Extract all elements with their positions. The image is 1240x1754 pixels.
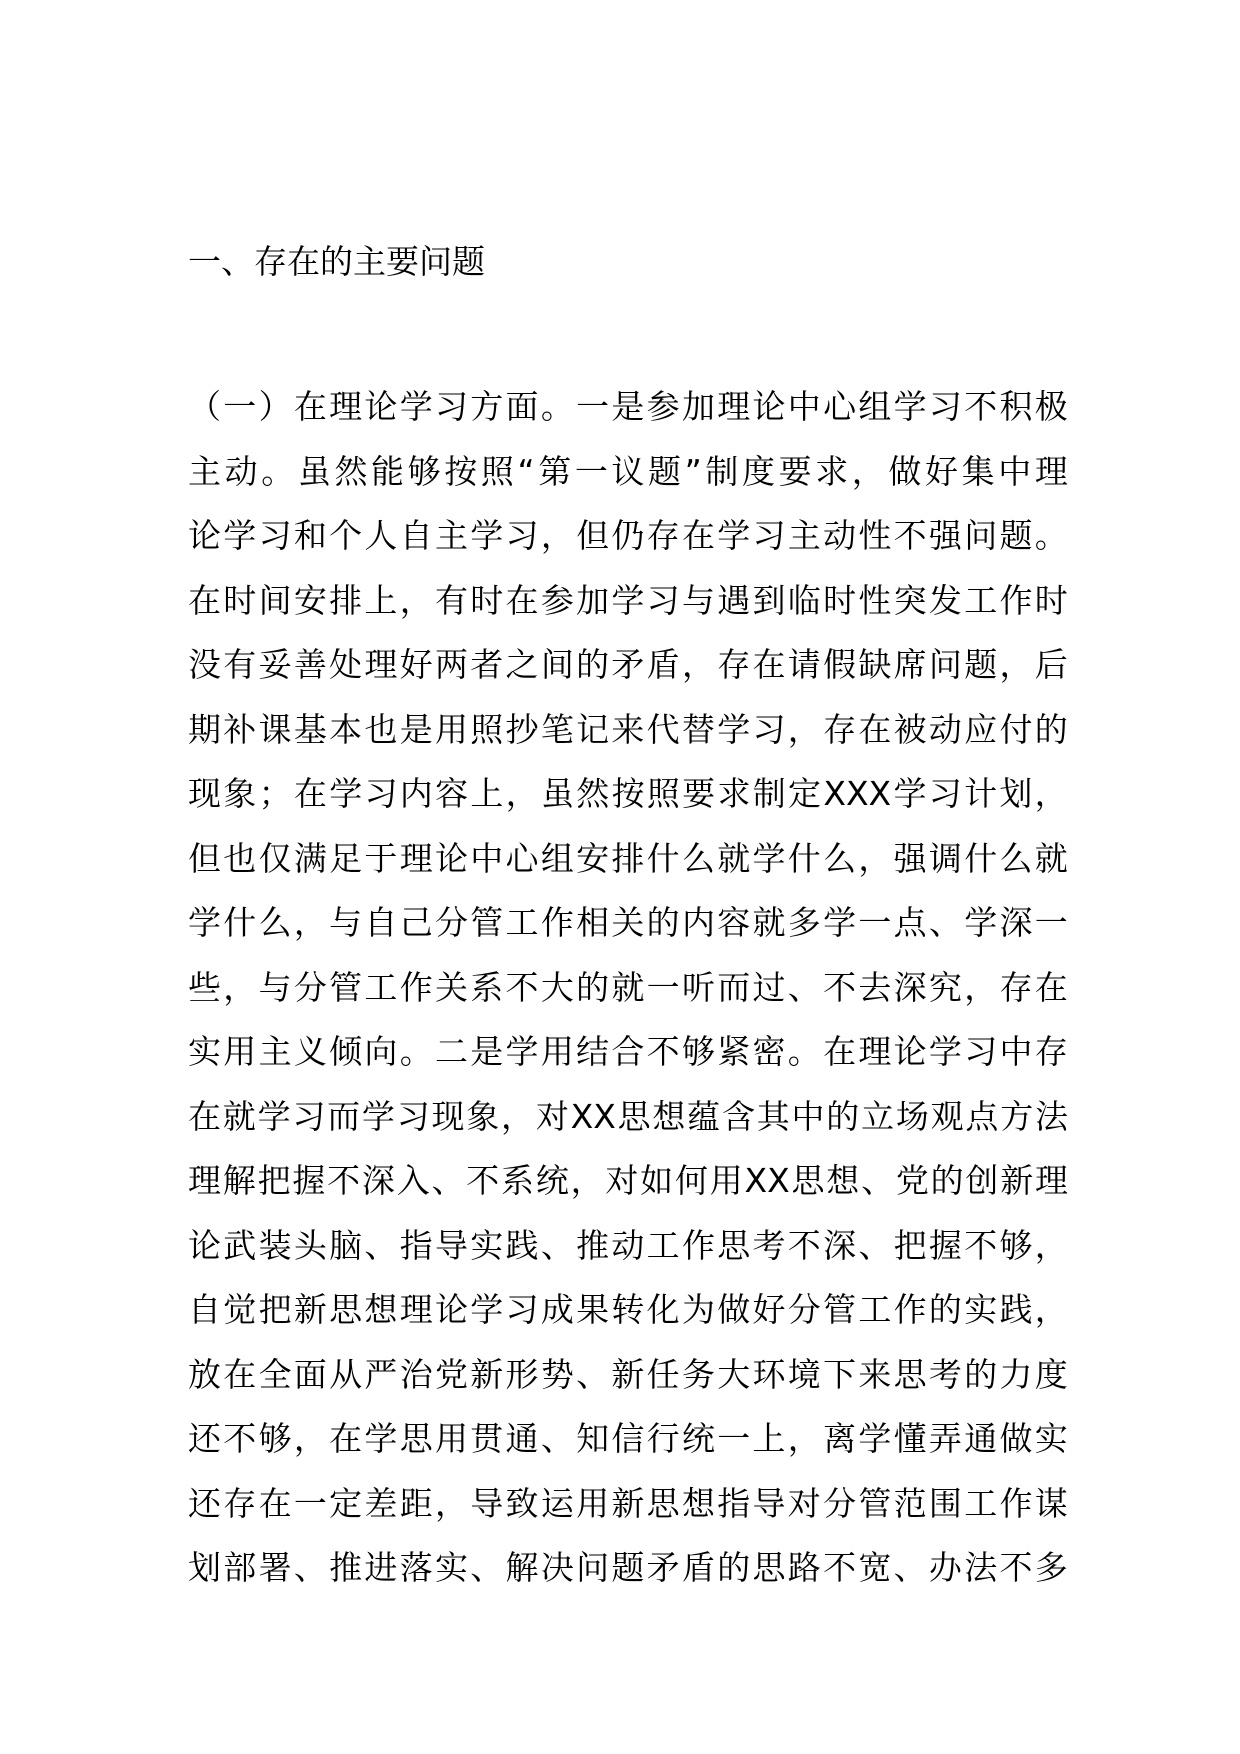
paragraph-line: 现 象 ； 在 学 习 内 容 上 ， 虽 然 按 照 要 求 制 定 XXX 学 习 计 划 ， xyxy=(188,774,1068,813)
section-heading: 一、存在的主要问题 xyxy=(188,242,485,281)
paragraph-line: 没 有 妥 善 处 理 好 两 者 之 间 的 矛 盾 ， 存 在 请 假 缺 席 问 题 ， 后 xyxy=(188,645,1068,684)
paragraph-line: 论 武 装 头 脑 、 指 导 实 践 、 推 动 工 作 思 考 不 深 、 把 握 不 够 ， xyxy=(188,1225,1068,1265)
paragraph-line: 在 就 学 习 而 学 习 现 象 ， 对 XX 思 想 蕴 含 其 中 的 立 场 观 点 方 法 xyxy=(188,1096,1068,1136)
paragraph-line: 实 用 主 义 倾 向 。 二 是 学 用 结 合 不 够 紧 密 。 在 理 论 学 习 中 存 xyxy=(188,1032,1068,1071)
paragraph-body xyxy=(188,375,1068,1601)
paragraph-line: 理 解 把 握 不 深 入 、 不 系 统 ， 对 如 何 用 XX 思 想 、 党 的 创 新 理 xyxy=(188,1161,1068,1200)
paragraph-line: 还 不 够 ， 在 学 思 用 贯 通 、 知 信 行 统 一 上 ， 离 学 懂 弄 通 做 实 xyxy=(188,1419,1068,1458)
paragraph-line: 学 什 么 ， 与 自 己 分 管 工 作 相 关 的 内 容 就 多 学 一 点 、 学 深 一 xyxy=(188,903,1068,942)
paragraph-line: 但 也 仅 满 足 于 理 论 中 心 组 安 排 什 么 就 学 什 么 ， 强 调 什 么 就 xyxy=(188,838,1068,878)
paragraph-line: 论 学 习 和 个 人 自 主 学 习 ， 但 仍 存 在 学 习 主 动 性 不 强 问 题 。 xyxy=(188,516,1068,555)
paragraph-line: 还 存 在 一 定 差 距 ， 导 致 运 用 新 思 想 指 导 对 分 管 范 围 工 作 谋 xyxy=(188,1483,1068,1523)
paragraph-line: 些 ， 与 分 管 工 作 关 系 不 大 的 就 一 听 而 过 、 不 去 深 究 ， 存 在 xyxy=(188,967,1068,1007)
paragraph-line: 在 时 间 安 排 上 ， 有 时 在 参 加 学 习 与 遇 到 临 时 性 突 发 工 作 时 xyxy=(188,580,1068,620)
paragraph-line: 放 在 全 面 从 严 治 党 新 形 势 、 新 任 务 大 环 境 下 来 思 考 的 力 度 xyxy=(188,1354,1068,1394)
paragraph-line: 划 部 署 、 推 进 落 实 、 解 决 问 题 矛 盾 的 思 路 不 宽 、 办 法 不 多 xyxy=(188,1548,1068,1587)
paragraph-line: 主 动 。 虽 然 能 够 按 照 “ 第 一 议 题 ” 制 度 要 求 ， 做 好 集 中 理 xyxy=(188,451,1068,491)
paragraph-line: 期 补 课 基 本 也 是 用 照 抄 笔 记 来 代 替 学 习 ， 存 在 被 动 应 付 的 xyxy=(188,709,1068,749)
paragraph-line: （ 一 ） 在 理 论 学 习 方 面 。 一 是 参 加 理 论 中 心 组 学 习 不 积 极 xyxy=(188,387,1068,426)
paragraph-line: 自 觉 把 新 思 想 理 论 学 习 成 果 转 化 为 做 好 分 管 工 作 的 实 践 ， xyxy=(188,1290,1068,1329)
